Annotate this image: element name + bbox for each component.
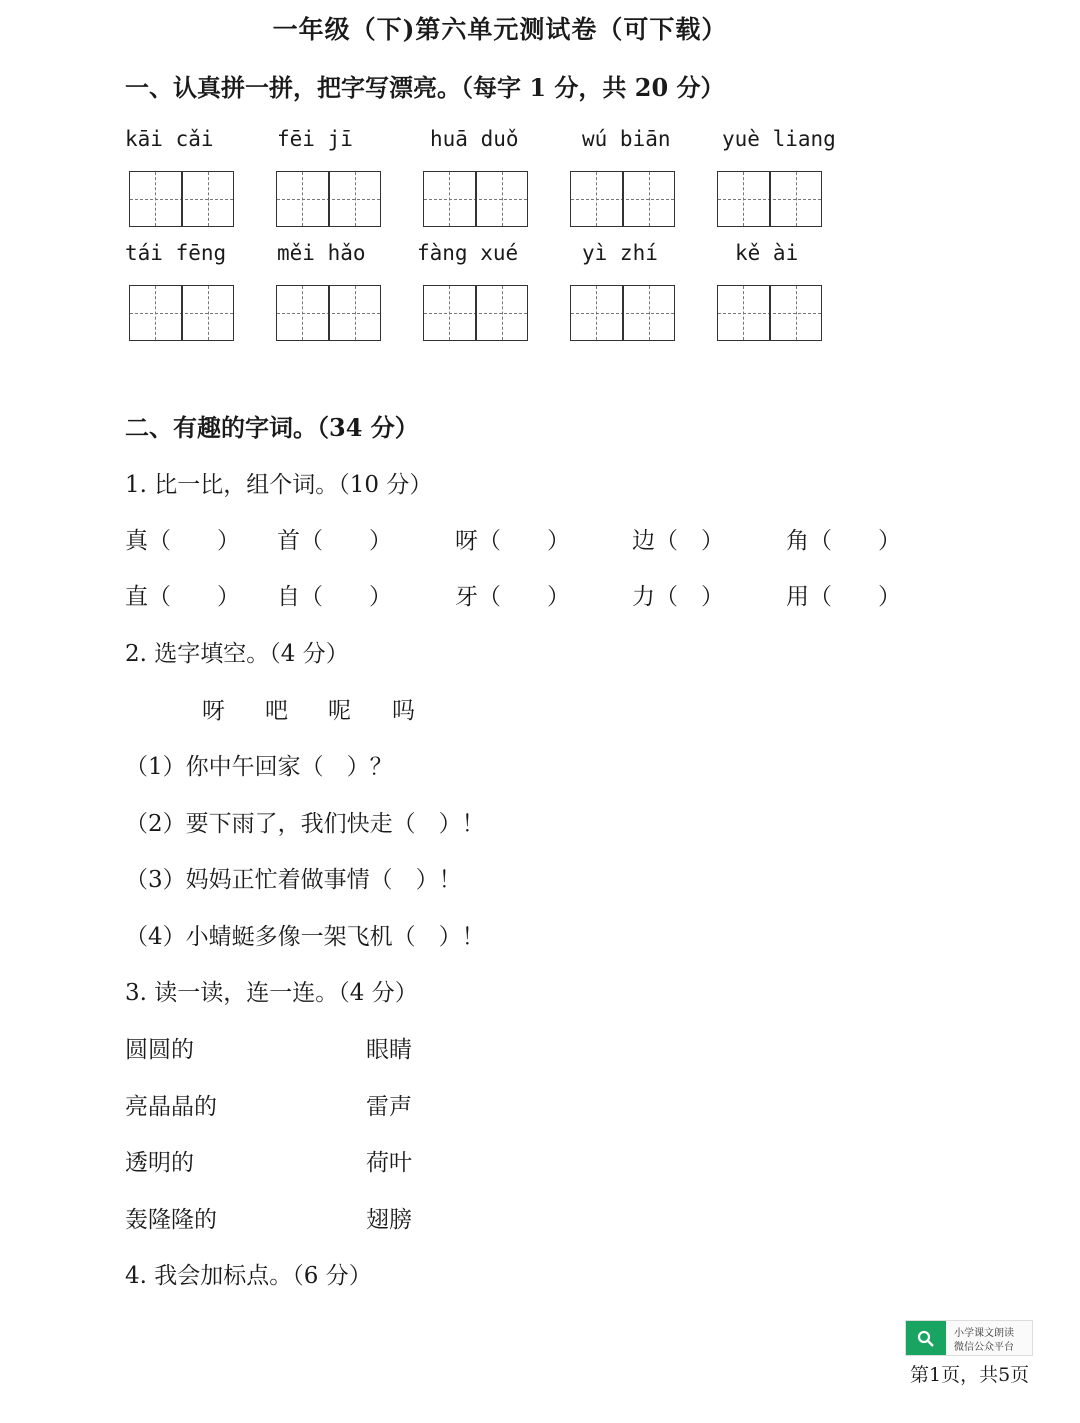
writing-grid[interactable] [276,285,381,341]
match-left[interactable]: 透明的 [125,1150,194,1176]
pinyin-6: tái fēng [125,241,227,265]
compare-item[interactable]: 直（ ） [125,584,240,610]
pinyin-10: kě ài [735,241,799,265]
q1-label: 1. 比一比，组个词。（10 分） [125,472,433,498]
q2-label: 2. 选字填空。（4 分） [125,641,349,667]
writing-grid[interactable] [570,285,675,341]
fill-item[interactable]: （3）妈妈正忙着做事情（ ）！ [125,867,462,893]
option-word: 吧 [265,698,288,724]
page-number: 第1页，共5页 [910,1364,1030,1386]
q3-label: 3. 读一读，连一连。（4 分） [125,980,418,1006]
writing-grid[interactable] [129,285,234,341]
compare-item[interactable]: 力（ ） [632,584,724,610]
pinyin-8: fàng xué [417,241,519,265]
match-right[interactable]: 荷叶 [366,1150,412,1176]
badge-line2: 微信公众平台 [954,1342,1014,1353]
compare-item[interactable]: 牙（ ） [455,584,570,610]
match-left[interactable]: 轰隆隆的 [125,1207,217,1233]
match-right[interactable]: 翅膀 [366,1207,412,1233]
q4-label: 4. 我会加标点。（6 分） [125,1263,372,1289]
match-right[interactable]: 雷声 [366,1094,412,1120]
writing-grid[interactable] [570,171,675,227]
pinyin-9: yì zhí [582,241,658,265]
writing-grid[interactable] [423,171,528,227]
writing-grid[interactable] [717,171,822,227]
search-icon [906,1321,946,1355]
match-right[interactable]: 眼睛 [366,1037,412,1063]
page-title: 一年级（下)第六单元测试卷（可下载） [272,15,728,44]
fill-item[interactable]: （4）小蜻蜓多像一架飞机（ ）！ [125,924,485,950]
section2-heading: 二、有趣的字词。（34 分） [125,413,419,442]
pinyin-7: měi hǎo [277,241,366,265]
compare-item[interactable]: 边（ ） [632,528,724,554]
option-word: 吗 [392,698,415,724]
match-left[interactable]: 亮晶晶的 [125,1094,217,1120]
fill-item[interactable]: （2）要下雨了，我们快走（ ）！ [125,811,485,837]
pinyin-1: kāi cǎi [125,127,214,151]
section1-heading: 一、认真拼一拼，把字写漂亮。（每字 1 分，共 20 分） [125,73,725,102]
wechat-badge[interactable] [905,1320,1033,1356]
badge-line1: 小学课文朗读 [954,1328,1014,1339]
writing-grid[interactable] [129,171,234,227]
pinyin-4: wú biān [582,127,671,151]
writing-grid[interactable] [423,285,528,341]
compare-item[interactable]: 首（ ） [277,528,392,554]
compare-item[interactable]: 自（ ） [277,584,392,610]
pinyin-3: huā duǒ [430,127,519,151]
pinyin-5: yuè liang [722,127,836,151]
fill-item[interactable]: （1）你中午回家（ ）？ [125,754,393,780]
writing-grid[interactable] [276,171,381,227]
writing-grid[interactable] [717,285,822,341]
compare-item[interactable]: 用（ ） [786,584,901,610]
pinyin-2: fēi jī [277,127,353,151]
compare-item[interactable]: 呀（ ） [455,528,570,554]
option-word: 呢 [328,698,351,724]
option-word: 呀 [202,698,225,724]
match-left[interactable]: 圆圆的 [125,1037,194,1063]
compare-item[interactable]: 角（ ） [786,528,901,554]
compare-item[interactable]: 真（ ） [125,528,240,554]
